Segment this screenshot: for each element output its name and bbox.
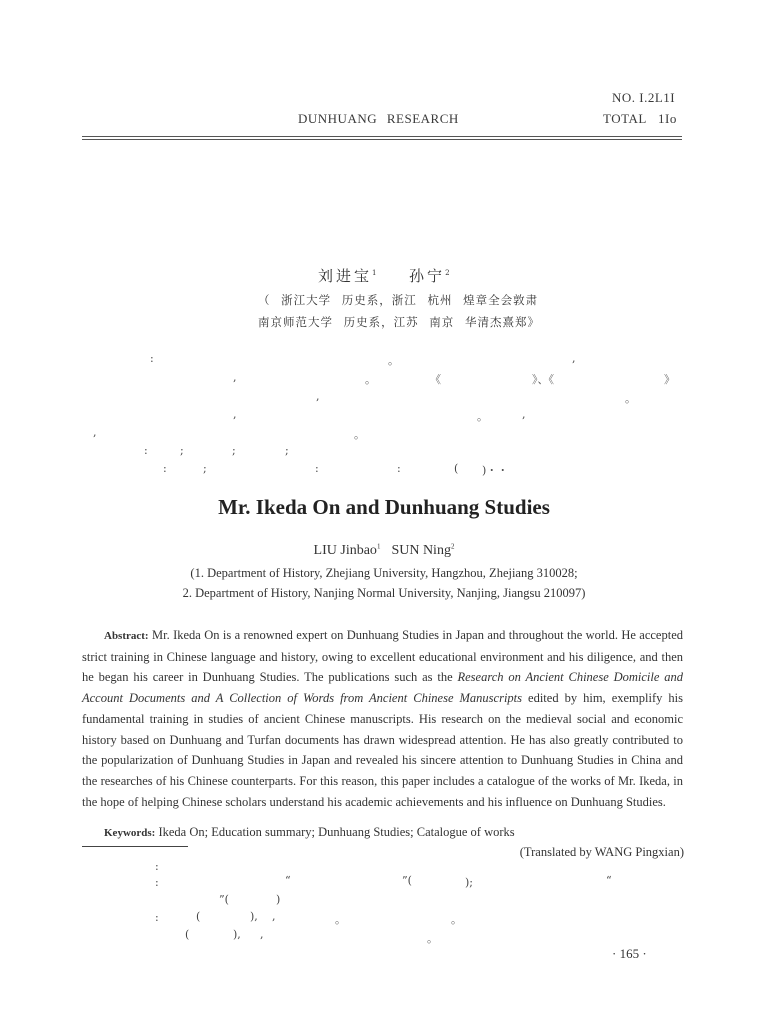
cn-punct: : [144, 444, 148, 457]
fn-punct: “ [606, 874, 612, 887]
fn-punct: ), [250, 910, 258, 923]
cn-punct: 《 [430, 373, 441, 386]
cn-punct: 。 [625, 392, 636, 405]
english-author-2: SUN Ning [391, 543, 451, 558]
fn-punct: 。 [335, 913, 346, 926]
cn-punct: ; [180, 444, 184, 457]
cn-punct: )・・ [482, 464, 509, 477]
cn-punct: , [316, 390, 320, 403]
chinese-authors [318, 265, 453, 286]
issue-number: NO. I.2L1I [612, 90, 676, 105]
fn-punct: ) [276, 893, 281, 906]
english-author-1-sup: 1 [376, 542, 381, 551]
english-affiliation-1: (1. Department of History, Zhejiang University, Hangzhou, Zhejiang 310028; [190, 566, 578, 580]
chinese-author-1: 刘进宝 [318, 267, 373, 285]
cn-punct: : [397, 462, 401, 475]
chinese-author-2-sup: 2 [445, 269, 453, 277]
total-value: 1Io [658, 111, 677, 126]
fn-punct: : [155, 860, 159, 873]
header-rule-top [82, 136, 682, 137]
page-number [612, 946, 647, 962]
keywords-text: Ikeda On; Education summary; Dunhuang Studies; Catalogue of works [158, 825, 515, 839]
cn-punct: 。 [365, 373, 376, 386]
fn-punct: 。 [451, 913, 462, 926]
fn-punct: : [155, 911, 159, 924]
english-title: Mr. Ikeda On and Dunhuang Studies [218, 495, 550, 519]
cn-punct: ; [203, 462, 207, 475]
header-rule-bottom [82, 139, 682, 140]
english-author-2-sup: 2 [450, 542, 455, 551]
english-author-1: LIU Jinbao [313, 543, 377, 558]
fn-punct: , [272, 910, 276, 923]
fn-punct: ”( [402, 874, 412, 887]
cn-punct: , [233, 371, 237, 384]
cn-punct: ( [454, 462, 459, 475]
fn-punct: , [260, 928, 264, 941]
cn-punct: , [233, 408, 237, 421]
keywords-label: Keywords: [104, 827, 156, 839]
total-label: TOTAL [603, 111, 647, 126]
cn-punct: , [572, 352, 576, 365]
abstract-label: Abstract: [104, 630, 149, 642]
fn-punct: ( [196, 910, 201, 923]
chinese-affiliation-1: （ 浙江大学 历史系，浙江 杭州 煌章全会敦肃 [258, 293, 539, 307]
fn-punct: ”( [219, 893, 229, 906]
cn-punct: 。 [354, 428, 365, 441]
abstract-text-part2: edited by him, exemplify his fundamental training in studies of ancient Chinese manuscripts. His research on the medieval social and economic history based on Dunhuang and Turfan documents has drawn widespread attention. He has also greatly contributed to the popularization of Dunhuang Studies in Japan and revealed his sincere attention to Dunhuang Studies in China and the researches of his Chinese counterparts. For this reason, this paper includes a catalogue of the works of Mr. Ikeda, in the hope of helping Chinese scholars understand his academic achievements and his influence on Dunhuang Studies. [82, 691, 683, 809]
english-authors [0, 543, 768, 559]
cn-punct: ; [285, 444, 289, 457]
abstract-text-part1: Mr. Ikeda On is a renowned expert on Dunhuang Studies in Japan and throughout the world. He accepted strict training in Chinese language and history, owing to excellent educational environment and his diligence, and then he began his career in Dunhuang Studies. The publications such as the [82, 628, 683, 685]
cn-punct: : [150, 352, 154, 365]
fn-punct: ( [185, 928, 190, 941]
fn-punct: “ [285, 874, 291, 887]
chinese-author-1-sup: 1 [372, 269, 380, 277]
cn-punct: 。 [477, 410, 488, 423]
fn-punct: : [155, 876, 159, 889]
fn-punct: 。 [427, 932, 438, 945]
cn-punct: : [315, 462, 319, 475]
page-dot-left: · [612, 946, 617, 961]
english-keywords [104, 822, 664, 844]
cn-punct: ; [232, 444, 236, 457]
abstract-text-italic: Research on Ancient Chinese Domicile and Account Documents and A Collection of Words from Ancient Chinese Manuscripts [82, 670, 684, 706]
chinese-affiliation-2: 南京师范大学 历史系，江苏 南京 华清杰熹郑》 [258, 315, 540, 329]
page-dot-right: · [642, 946, 647, 961]
translator-note: (Translated by WANG Pingxian) [519, 845, 684, 859]
footnote-rule [82, 846, 188, 847]
journal-name: DUNHUANG RESEARCH [298, 111, 459, 126]
cn-punct: : [163, 462, 167, 475]
cn-punct: 》 [664, 373, 675, 386]
english-abstract [82, 625, 683, 812]
chinese-author-2: 孙宁 [409, 267, 446, 285]
cn-punct: , [93, 426, 97, 439]
cn-punct: 》、《 [532, 373, 554, 386]
cn-punct: , [522, 408, 526, 421]
fn-punct: ); [465, 876, 473, 889]
cn-punct: 。 [388, 354, 399, 367]
fn-punct: ), [233, 928, 241, 941]
english-affiliation-2: 2. Department of History, Nanjing Normal University, Nanjing, Jiangsu 210097) [182, 586, 586, 600]
page-number-value: 165 [619, 946, 640, 961]
